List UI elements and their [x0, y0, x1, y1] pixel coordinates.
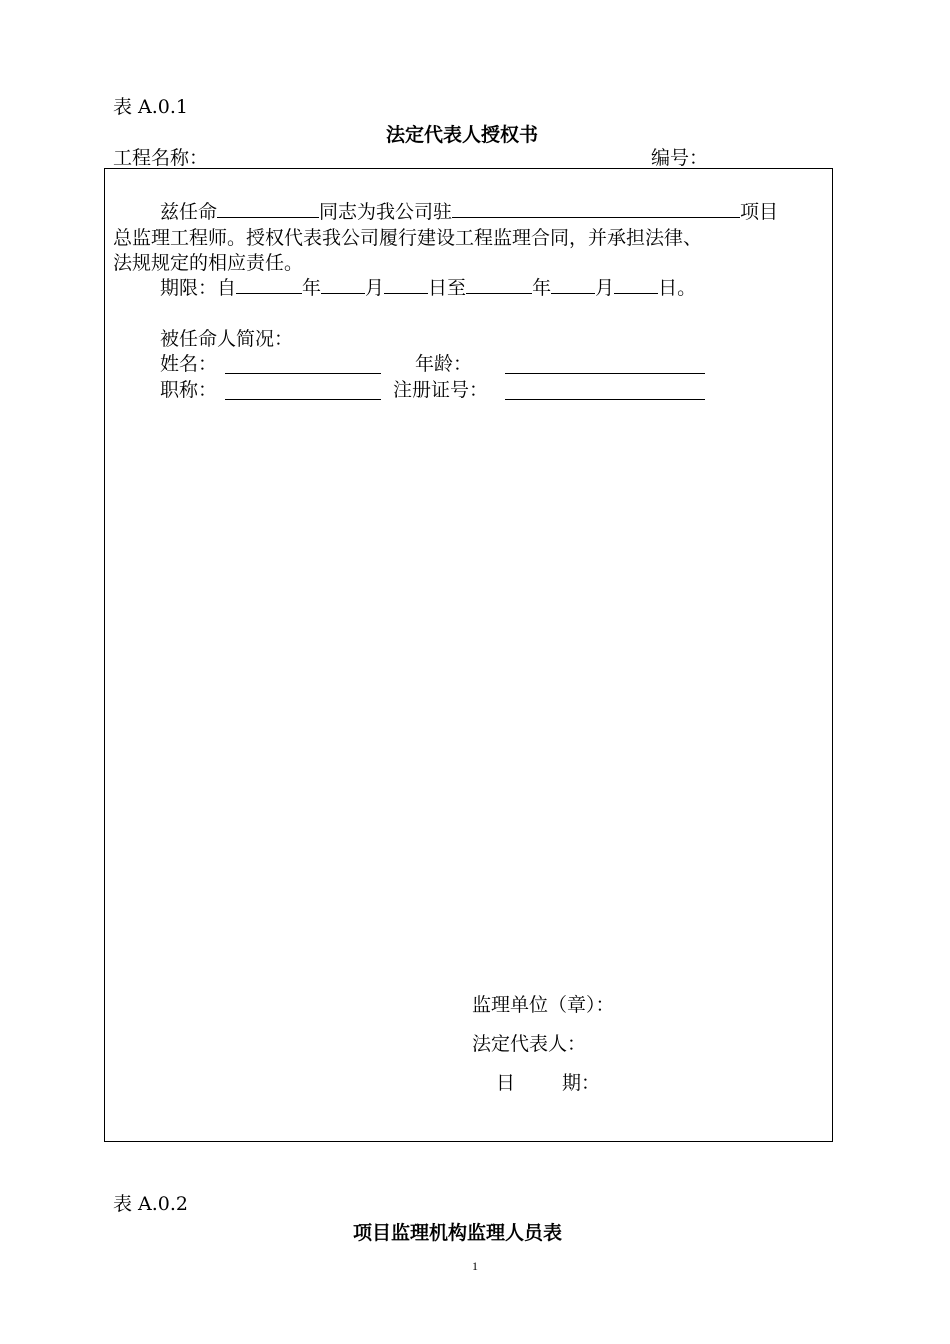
serial-number-label: 编号：	[651, 147, 709, 169]
authorization-line: 总监理工程师。授权代表我公司履行建设工程监理合同，并承担法律、	[113, 227, 703, 249]
month-label-1: 月	[365, 277, 385, 299]
registration-number-blank[interactable]	[505, 382, 705, 400]
day-end-label: 日。	[658, 277, 697, 299]
year-label-2: 年	[532, 277, 552, 299]
project-text: 项目	[740, 201, 779, 223]
date-label-day: 日	[496, 1072, 516, 1094]
comrade-text: 同志为我公司驻	[319, 201, 453, 223]
end-day-blank[interactable]	[614, 276, 658, 294]
start-day-blank[interactable]	[384, 276, 428, 294]
month-label-2: 月	[595, 277, 615, 299]
name-blank[interactable]	[225, 356, 381, 374]
period-line	[160, 276, 696, 299]
age-label: 年龄：	[415, 353, 473, 375]
end-year-blank[interactable]	[466, 276, 532, 294]
form-title-a02: 项目监理机构监理人员表	[353, 1222, 563, 1244]
appointee-section-title: 被任命人简况：	[160, 328, 294, 350]
date-label-period: 期：	[562, 1072, 601, 1094]
form-title-a01: 法定代表人授权书	[386, 124, 539, 146]
job-title-blank[interactable]	[225, 382, 381, 400]
table-number-a02: 表 A.0.2	[113, 1193, 189, 1215]
appointment-line	[160, 200, 778, 223]
supervision-unit-seal-label: 监理单位（章）：	[472, 994, 615, 1016]
project-name-label: 工程名称：	[113, 147, 209, 169]
appointee-name-blank[interactable]	[217, 200, 319, 218]
start-month-blank[interactable]	[321, 276, 365, 294]
page-number: 1	[472, 1259, 478, 1273]
responsibility-line: 法规规定的相应责任。	[113, 252, 304, 274]
end-month-blank[interactable]	[551, 276, 595, 294]
registration-number-label: 注册证号：	[393, 379, 489, 401]
age-blank[interactable]	[505, 356, 705, 374]
period-label: 期限：自	[160, 277, 237, 299]
authorization-form-box	[104, 168, 833, 1142]
table-number-a01: 表 A.0.1	[113, 96, 189, 118]
year-label-1: 年	[302, 277, 322, 299]
project-blank[interactable]	[452, 200, 740, 218]
legal-representative-label: 法定代表人：	[472, 1033, 587, 1055]
name-label: 姓名：	[160, 353, 218, 375]
appoint-text: 兹任命	[160, 201, 218, 223]
day-to-label: 日至	[428, 277, 467, 299]
job-title-label: 职称：	[160, 379, 218, 401]
start-year-blank[interactable]	[236, 276, 302, 294]
